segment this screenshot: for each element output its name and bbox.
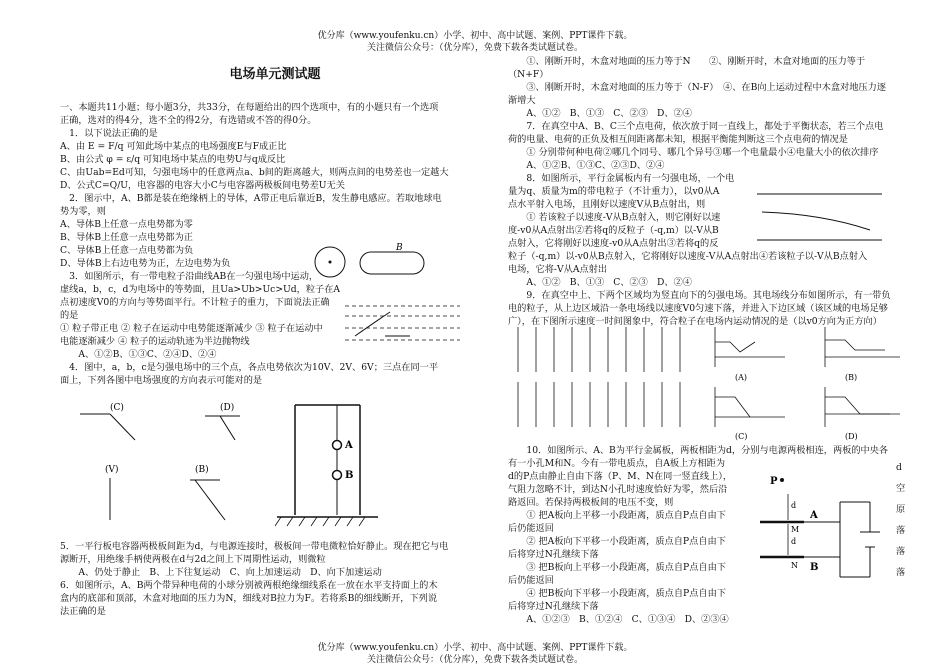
fig10-label-p: P	[770, 476, 778, 487]
text-line: 电的粒子，从上边区域沿一条电场线以速度V0匀速下落，并进入下边区域（该区域的电场足够	[508, 303, 888, 314]
text-line: 正确，选对的得4分，选不全的得2分，有选错或不答的得0分。	[60, 115, 317, 126]
text-line: A、由 E = F/q 可知此场中某点的电场强度E与F成正比	[60, 141, 287, 152]
figure-q3-equipotential	[345, 300, 475, 350]
fig4-label-d: (D)	[220, 403, 235, 413]
figure-q4-field-directions	[65, 400, 295, 530]
text-line: A、仍处于静止 B、上下往复运动 C、向上加速运动 D、向下加速运动	[60, 567, 382, 578]
text-line: 量为q、质量为m的带电粒子（不计重力），以v0从A	[508, 186, 720, 197]
text-line: 度-v0从A点射出②若将q的反粒子（-q,m）以-V从B	[508, 225, 719, 236]
text-line: 9．在真空中上、下两个区域均为竖直向下的匀强电场。其电场线分布如图所示，有一带负	[508, 290, 891, 301]
fig9-label-b: (B)	[845, 373, 858, 382]
text-line: ② 把A板向下平移一小段距离，质点自P点自由下	[508, 536, 726, 547]
text-line: C、由Uab=Ed可知，匀强电场中的任意两点a、b间的距离越大，则两点间的电势差也一定越大	[60, 167, 449, 178]
text-line: ① 把A板向上平移一小段距离，质点自P点自由下	[508, 510, 726, 521]
fig10-label-b: B	[810, 562, 819, 573]
figure-q9-field-lines	[510, 322, 705, 432]
fig10-label-d2: d	[791, 537, 797, 546]
fig9-label-d: (D)	[845, 432, 858, 441]
margin-char: 落	[896, 546, 906, 557]
fig4-label-b: (B)	[195, 465, 209, 475]
figure-q10-capacitor	[760, 472, 890, 592]
text-line: ① 分别带何种电荷②哪几个同号、哪几个异号③哪一个电量最小④电量大小的依次排序	[508, 147, 879, 158]
figure-q6-box	[275, 400, 380, 530]
page-header	[0, 30, 950, 54]
text-line: A、①②③ B、①②④ C、①③④ D、②③④	[508, 614, 729, 625]
text-line: 路返回。若保持两极板间的电压不变，则	[508, 497, 674, 508]
fig10-label-a: A	[810, 510, 818, 521]
figure-q8-plates	[752, 188, 887, 248]
text-line: 1．以下说法正确的是	[60, 128, 158, 139]
text-line: ① 粒子带正电 ② 粒子在运动中电势能逐渐减少 ③ 粒子在运动中	[60, 323, 323, 334]
text-line: ① 若该粒子以速度-V从B点射入，则它刚好以速	[508, 212, 721, 223]
margin-char: d	[896, 462, 902, 473]
text-line: 后仍能返回	[508, 523, 554, 534]
header-line-2: 关注微信公众号：（优分库），免费下载各类试题试卷。	[366, 43, 583, 53]
figure-q9-vt-graphs	[705, 322, 910, 442]
text-line: B、导体B上任意一点电势都为正	[60, 232, 193, 243]
text-line: 法正确的是	[60, 606, 106, 617]
fig6-label-a: A	[345, 440, 353, 451]
text-line: ③ 把B板向上平移一小段距离，质点自P点自由下	[508, 562, 726, 573]
text-line: ①、刚断开时，木盒对地面的压力等于N ②、刚断开时，木盒对地面的压力等于	[508, 56, 866, 67]
text-line: 2．图示中，A、B都是装在绝缘柄上的导体，A带正电后靠近B，发生静电感应。若取地球电	[60, 193, 442, 204]
text-line: C、导体B上任意一点电势都为负	[60, 245, 194, 256]
footer-line-1: 优分库（www.youfenku.cn）小学、初中、高中试题、案例、PPT课件下载。	[317, 643, 633, 653]
text-line: 后将穿过N孔继续下落	[508, 601, 599, 612]
text-line: 虚线a，b，c，d为电场中的等势面，且Ua>Ub>Uc>Ud，粒子在A	[60, 284, 341, 295]
text-line: A、导体B上任意一点电势都为零	[60, 219, 193, 230]
text-line: A、①②B、①③C、②③D、②④	[508, 160, 665, 171]
text-line: A、①② B、①③ C、②③ D、②④	[508, 277, 692, 288]
fig9-label-c: (C)	[735, 432, 748, 441]
text-line: 点射入，它将刚好以速度-v0从A点射出③若将q的反	[508, 238, 719, 249]
text-line: 势为零，则	[60, 206, 106, 217]
fig10-label-m: M	[791, 525, 800, 534]
text-line: 5．一平行板电容器两极板间距为d，与电源连接时，极板间一带电微粒恰好静止。现在把它与电	[60, 541, 449, 552]
q10-margin-chars	[896, 457, 918, 583]
text-line: 气阻力忽略不计，到达N小孔时速度恰好为零，然后沿	[508, 484, 728, 495]
text-line: 面上，下列各图中电场强度的方向表示可能对的是	[60, 375, 263, 386]
text-line: 4．图中，a，b，c是匀强电场中的三个点，各点电势依次为10V、2V、6V；三点在同一平	[60, 362, 439, 373]
text-line: 点水平射入电场，且刚好以速度V从B点射出，则	[508, 199, 706, 210]
text-line: 一、本题共11小题；每小题3分，共33分，在每题给出的四个选项中，有的小题只有一个选项	[60, 102, 439, 113]
text-line: D、公式C=Q/U，电容器的电容大小C与电容器两极板间电势差U无关	[60, 180, 345, 191]
text-line: ③、刚断开时，木盒对地面的压力等于（N-F） ④、在B向上运动过程中木盒对地压力逐	[508, 82, 886, 93]
fig4-label-v: (V)	[105, 465, 119, 475]
fig10-label-n: N	[791, 561, 798, 570]
margin-char: 空	[896, 483, 906, 494]
page-footer	[0, 642, 950, 666]
footer-line-2: 关注微信公众号：（优分库），免费下载各类试题试卷。	[366, 655, 583, 665]
fig2-label-b: B	[396, 243, 403, 253]
text-line: 8．如图所示，平行金属板内有一匀强电场，一个电	[508, 173, 735, 184]
page-title: 电场单元测试题	[229, 67, 321, 82]
fig10-label-d1: d	[791, 501, 797, 510]
text-line: 的是	[60, 310, 79, 321]
fig4-label-c: (C)	[110, 403, 124, 413]
text-line: 后仍能返回	[508, 575, 554, 586]
text-line: 电能逐渐减少 ④ 粒子的运动轨迹为半边抛物线	[60, 336, 250, 347]
text-line: D、导体B上右边电势为正，左边电势为负	[60, 258, 231, 269]
text-line: 广），在下图所示速度一时间图象中，符合粒子在电场内运动情况的是（以v0方向为正方向）	[508, 316, 882, 327]
left-bottom-text-block	[60, 540, 490, 618]
margin-char: 原	[896, 504, 906, 515]
fig9-label-a: (A)	[735, 373, 748, 382]
text-line: 10．如图所示、A、B为平行金属板，两板相距为d，分别与电源两极相连，两板的中央各	[508, 445, 889, 456]
text-line: （N+F）	[508, 69, 549, 80]
text-line: d的P点由静止自由下落（P、M、N在同一竖直线上），	[508, 471, 733, 482]
fig6-label-b: B	[345, 470, 354, 481]
text-line: 6．如图所示，A、B两个带异种电荷的小球分别被两根绝缘细线系在一放在水平支持面上的木	[60, 580, 438, 591]
text-line: 盒内的底部和顶部，木盒对地面的压力为N，细线对B拉力为F。若将系B的细线断开，下列说	[60, 593, 438, 604]
text-line: A、①②B、①③C、②④D、②④	[60, 349, 217, 360]
margin-char: 落	[896, 525, 906, 536]
text-line: 电场，它将-V从A点射出	[508, 264, 608, 275]
figure-q2-conductors	[310, 240, 430, 290]
text-line: 渐增大	[508, 95, 536, 106]
text-line: ④ 把B板向下平移一小段距离，质点自P点自由下	[508, 588, 726, 599]
header-line-1: 优分库（www.youfenku.cn）小学、初中、高中试题、案例、PPT课件下载。	[317, 31, 633, 41]
text-line: 后将穿过N孔继续下落	[508, 549, 599, 560]
margin-char: 落	[896, 567, 906, 578]
text-line: B、由公式 φ = ε/q 可知电场中某点的电势U与q成反比	[60, 154, 286, 165]
text-line: 有一小孔M和N。今有一带电质点，自A板上方相距为	[508, 458, 726, 469]
text-line: A、①② B、①③ C、②③ D、②④	[508, 108, 692, 119]
text-line: 点初速度V0的方向与等势面平行。不计粒子的重力，下面说法正确	[60, 297, 330, 308]
text-line: 7．在真空中A、B、C三个点电荷，依次放于同一直线上，都处于平衡状态，若三个点电	[508, 121, 884, 132]
text-line: 3．如图所示，有一带电粒子沿曲线AB在一匀强电场中运动，	[60, 271, 319, 282]
text-line: 荷的电量、电荷的正负及相互间距离都未知，根据平衡能判断这三个点电荷的情况是	[508, 134, 848, 145]
text-line: 源断开，用绝缘手柄使两极在d与2d之间上下周期性运动，则微粒	[60, 554, 326, 565]
text-line: 粒子（-q,m）以-v0从B点射入，它将刚好以速度-V从A点射出④若该粒子以-V从B点射入	[508, 251, 868, 262]
